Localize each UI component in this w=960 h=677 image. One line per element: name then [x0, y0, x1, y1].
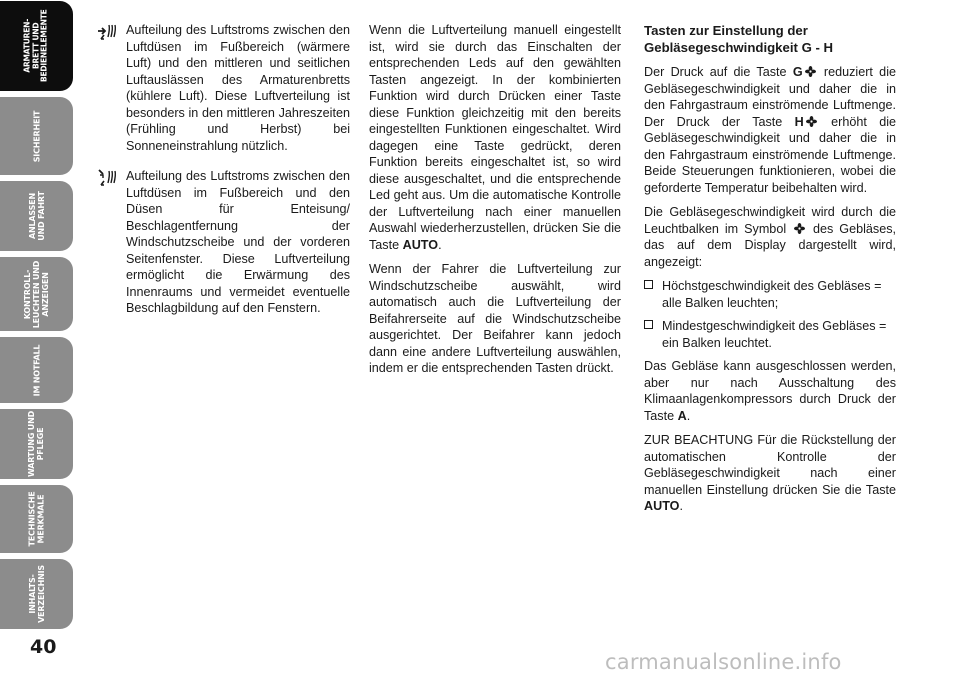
punctuation: . [686, 408, 691, 423]
key-a-label: A [677, 408, 687, 423]
tab-label: INHALTS- VERZEICHNIS [27, 565, 46, 623]
page-number: 40 [30, 636, 57, 658]
tab-anlassen[interactable] [0, 180, 74, 252]
list-item [96, 168, 350, 317]
paragraph: Wenn der Fahrer die Luftverteilung zur Windschutzscheibe auswählt, wird automatisch auch die Luftverteilung der Beifahrerseite auf die Windschutzscheibe ausgerichtet. Der Beifahrer kann jedoch dann eine andere Luftverteilung auswählen, indem er die entsprechenden Tasten drückt. [369, 262, 621, 375]
tab-inhaltsverzeichnis[interactable] [0, 558, 74, 630]
list-item [644, 318, 896, 351]
paragraph [369, 22, 621, 253]
fan-icon [794, 223, 805, 234]
punctuation: . [679, 499, 683, 513]
checkbox-bullet-icon [644, 320, 653, 329]
text: Die Gebläsegeschwindigkeit wird durch die Leuchtbalken im Symbol [644, 205, 896, 236]
paragraph-text: Wenn die Luftverteilung manuell eingestellt ist, wird sie durch das Einschalten der entsprechenden Leds auf den gewählten Tasten angezeigt. In der kombinierten Funktion wird durch Drücken einer Taste diese Funktion gleichzeitig mit den bereits eingestellten Funktionen eingeschaltet. Wird dagegen eine Taste gedrückt, deren Funktion bereits eingeschaltet ist, so wird diese ausgeschaltet, und die entsprechende Led geht aus. Um die automatische Kontrolle der Luftverteilung nach einer manuellen Auswahl wiederherzustellen, drücken Sie die Taste [369, 23, 621, 252]
tab-label: SICHERHEIT [32, 110, 41, 162]
tab-label: KONTROLL- LEUCHTEN UND ANZEIGEN [23, 260, 50, 328]
column-3 [644, 22, 896, 523]
paragraph [644, 64, 896, 196]
fan-icon [805, 66, 816, 77]
chapter-sidebar [0, 0, 78, 640]
air-distribution-feet-center-icon [96, 22, 120, 40]
air-distribution-feet-windscreen-icon [96, 168, 120, 186]
checkbox-bullet-icon [644, 280, 653, 289]
item-text: Aufteilung des Luftstroms zwischen den Luftdüsen im Fußbereich (wärmere Luft) und den mittleren und seitlichen Luftauslässen des Armaturenbretts (kühlere Luft). Diese Luftverteilung ist besonders in den mittleren Jahreszeiten (Frühling und Herbst) bei Sonneneinstrahlung nützlich. [126, 23, 350, 153]
tab-im-notfall[interactable] [0, 336, 74, 404]
text: ZUR BEACHTUNG Für die Rückstellung der automatischen Kontrolle der Gebläsegeschwindigkeit nach einer manuellen Einstellung drücken Sie die Taste [644, 433, 896, 497]
list-item [644, 278, 896, 311]
tab-armaturenbrett[interactable] [0, 0, 74, 92]
tab-label: ANLASSEN UND FAHRT [27, 191, 46, 241]
item-text: Aufteilung des Luftstroms zwischen den Luftdüsen im Fußbereich und den Düsen für Enteisung/ Beschlagentfernung der Windschutzscheibe und der vorderen Seitenfenster. Diese Luftverteilung ermöglicht die Erwärmung des Innenraums und vermeidet eventuelle Beschlagbildung auf den Fenstern. [126, 169, 350, 315]
tab-wartung[interactable] [0, 408, 74, 480]
key-h-label: H [794, 114, 804, 129]
section-heading: Tasten zur Einstellung der Gebläsegeschwindigkeit G - H [644, 23, 834, 55]
text: Das Gebläse kann ausgeschlossen werden, aber nur nach Ausschaltung des Klimaanlagenkompressors durch Druck der Taste [644, 359, 896, 423]
text: Der Druck auf die Taste [644, 65, 793, 79]
tab-kontrollleuchten[interactable] [0, 256, 74, 332]
tab-label: ARMATUREN- BRETT UND BEDIENELEMENTE [22, 9, 49, 83]
paragraph [644, 432, 896, 515]
auto-key-label: AUTO [644, 499, 680, 513]
tab-label: IM NOTFALL [32, 344, 41, 396]
text: reduziert die Gebläsegeschwindigkeit und daher die in den Fahrgastraum einströmende Luftmenge. Der Druck der Taste [644, 65, 896, 129]
bullet-text: Mindestgeschwindigkeit des Gebläses = ein Balken leuchtet. [662, 319, 887, 350]
text: erhöht die Gebläsegeschwindigkeit und daher die in den Fahrgastraum einströmende Luftmenge. Beide Steuerungen funktionieren, wobei die geforderte Temperatur beibehalten wird. [644, 114, 897, 195]
fan-icon [806, 116, 817, 127]
paragraph [644, 358, 896, 424]
column-1 [96, 22, 350, 331]
key-g-label: G [792, 65, 803, 79]
tab-technische-merkmale[interactable] [0, 484, 74, 554]
text: des Gebläses, das auf dem Display dargestellt wird, angezeigt: [644, 221, 896, 269]
tab-sicherheit[interactable] [0, 96, 74, 176]
list-item [96, 22, 350, 154]
auto-key-label: AUTO [402, 237, 439, 252]
paragraph [644, 204, 896, 270]
column-2 [369, 22, 621, 385]
watermark: carmanualsonline.info [605, 650, 842, 674]
tab-label: TECHNISCHE MERKMALE [27, 491, 46, 547]
punctuation: . [438, 237, 442, 252]
bullet-text: Höchstgeschwindigkeit des Gebläses = alle Balken leuchten; [662, 279, 882, 310]
tab-label: WARTUNG UND PFLEGE [27, 410, 46, 478]
